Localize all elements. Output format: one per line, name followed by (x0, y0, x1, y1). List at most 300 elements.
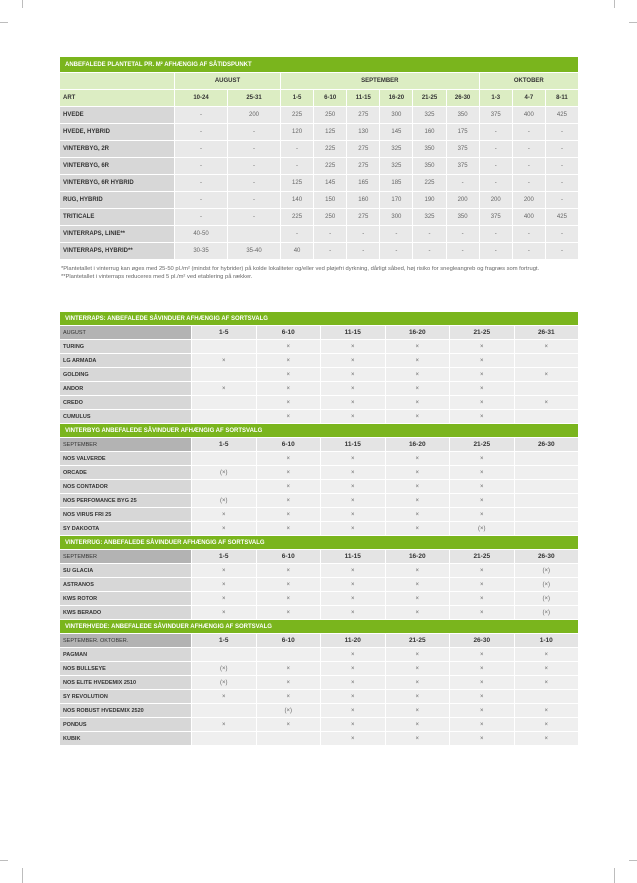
period-header: 25-31 (228, 90, 280, 106)
plant-count-cell: - (228, 192, 280, 208)
period-header: 21-25 (450, 326, 514, 339)
plant-count-cell: - (480, 158, 512, 174)
plant-count-table (59, 56, 579, 260)
sowing-mark: × (192, 564, 256, 577)
crop-name: VINTERBYG, 6R HYBRID (60, 175, 174, 191)
period-header: 6-10 (257, 326, 321, 339)
sowing-mark (515, 410, 579, 423)
plant-count-cell: - (228, 124, 280, 140)
sowing-mark: × (386, 732, 450, 745)
sowing-mark: × (450, 592, 514, 605)
plant-count-cell: 275 (347, 141, 379, 157)
plant-count-cell: - (480, 226, 512, 242)
plant-count-cell: - (546, 158, 578, 174)
sowing-mark: × (321, 662, 385, 675)
plant-count-cell: 200 (480, 192, 512, 208)
variety-row (60, 690, 578, 703)
plant-count-cell: 165 (347, 175, 379, 191)
sowing-mark: × (321, 382, 385, 395)
month-header: SEPTEMBER (281, 73, 479, 89)
plant-count-cell: 375 (447, 158, 479, 174)
period-header: 16-20 (386, 438, 450, 451)
plant-count-cell: - (228, 209, 280, 225)
plant-count-cell: - (314, 226, 346, 242)
sowing-mark: × (515, 676, 579, 689)
sowing-mark: × (321, 592, 385, 605)
plant-count-cell: - (413, 226, 445, 242)
period-header: 11-20 (321, 634, 385, 647)
plant-count-cell: - (480, 141, 512, 157)
table-row (60, 226, 578, 242)
plant-count-cell: - (513, 226, 545, 242)
sowing-mark: × (321, 340, 385, 353)
plant-count-cell: - (175, 192, 227, 208)
sowing-mark: × (257, 410, 321, 423)
plant-count-cell: 185 (380, 175, 412, 191)
plant-count-cell: 225 (281, 209, 313, 225)
sowing-mark: × (450, 690, 514, 703)
crop-name: HVEDE, HYBRID (60, 124, 174, 140)
sowing-mark: × (386, 466, 450, 479)
variety-row (60, 480, 578, 493)
sowing-mark: × (257, 718, 321, 731)
plant-count-cell: - (380, 226, 412, 242)
plant-count-cell: 350 (413, 141, 445, 157)
plant-count-cell: 400 (513, 107, 545, 123)
variety-row (60, 522, 578, 535)
sowing-mark (515, 522, 579, 535)
plant-count-cell: 425 (546, 209, 578, 225)
sowing-mark: × (321, 452, 385, 465)
sowing-mark (192, 368, 256, 381)
plant-count-cell: - (314, 243, 346, 259)
sowing-mark: × (257, 340, 321, 353)
sowing-mark: × (450, 676, 514, 689)
variety-row (60, 704, 578, 717)
sowing-mark: × (450, 494, 514, 507)
variety-name: LG ARMADA (60, 354, 191, 367)
sowing-mark: × (386, 718, 450, 731)
sowing-mark: × (515, 648, 579, 661)
variety-row (60, 508, 578, 521)
variety-name: NOS ELITE HVEDEMIX 2510 (60, 676, 191, 689)
period-header: 11-15 (321, 326, 385, 339)
sowing-mark: × (192, 606, 256, 619)
plant-count-cell: 40 (281, 243, 313, 259)
variety-row (60, 452, 578, 465)
month-label: SEPTEMBER (60, 438, 191, 451)
plant-count-cell: - (281, 226, 313, 242)
crop-name: VINTERBYG, 2R (60, 141, 174, 157)
sowing-mark: × (450, 452, 514, 465)
plant-count-cell: - (513, 158, 545, 174)
plant-count-cell: 300 (380, 107, 412, 123)
variety-name: CUMULUS (60, 410, 191, 423)
period-header: 6-10 (314, 90, 346, 106)
sowing-mark: × (515, 662, 579, 675)
sowing-mark: × (321, 704, 385, 717)
sowing-mark: × (321, 522, 385, 535)
plant-count-cell: 175 (447, 124, 479, 140)
plant-count-cell: - (347, 243, 379, 259)
crop-mark (0, 22, 8, 23)
section-header-row (60, 550, 578, 563)
sowing-mark: × (192, 592, 256, 605)
period-header: 21-25 (450, 550, 514, 563)
sowing-mark: (×) (192, 466, 256, 479)
period-header: 16-20 (386, 326, 450, 339)
sowing-mark: × (321, 368, 385, 381)
sowing-mark: × (321, 480, 385, 493)
crop-mark (22, 0, 23, 8)
sowing-mark (515, 480, 579, 493)
period-header: 26-30 (515, 438, 579, 451)
sowing-mark: × (450, 564, 514, 577)
sowing-mark: (×) (515, 606, 579, 619)
sowing-mark: × (386, 564, 450, 577)
plant-count-cell: 300 (380, 209, 412, 225)
variety-name: TURING (60, 340, 191, 353)
variety-row (60, 676, 578, 689)
period-header: 1-10 (515, 634, 579, 647)
sowing-mark: × (192, 690, 256, 703)
sowing-mark (192, 480, 256, 493)
variety-name: NOS BULLSEYE (60, 662, 191, 675)
plant-count-cell: 400 (513, 209, 545, 225)
sowing-mark (515, 508, 579, 521)
sowing-mark: × (450, 732, 514, 745)
sowing-mark: × (257, 368, 321, 381)
plant-count-cell: 225 (314, 158, 346, 174)
variety-row (60, 368, 578, 381)
period-header: 6-10 (257, 438, 321, 451)
variety-name: SY REVOLUTION (60, 690, 191, 703)
plant-count-cell: 125 (281, 175, 313, 191)
plant-count-cell: 200 (228, 107, 280, 123)
variety-row (60, 354, 578, 367)
plant-count-cell: 30-35 (175, 243, 227, 259)
plant-count-cell: 225 (413, 175, 445, 191)
plant-count-cell: 170 (380, 192, 412, 208)
variety-row (60, 732, 578, 745)
sowing-mark (192, 704, 256, 717)
variety-name: KWS ROTOR (60, 592, 191, 605)
variety-name: GOLDING (60, 368, 191, 381)
plant-count-cell: - (546, 243, 578, 259)
plant-count-cell: - (513, 141, 545, 157)
table-row (60, 124, 578, 140)
variety-name: ASTRANOS (60, 578, 191, 591)
period-header: 26-30 (450, 634, 514, 647)
sowing-mark: × (386, 452, 450, 465)
plant-count-cell: 325 (380, 141, 412, 157)
plant-count-cell: 200 (513, 192, 545, 208)
period-header: 4-7 (513, 90, 545, 106)
note: **Plantetallet i vinterraps reduceres med 5 pl./m² ved etablering på rækker. (61, 273, 253, 280)
period-header: 26-30 (447, 90, 479, 106)
section-title: VINTERBYG ANBEFALEDE SÅVINDUER AFHÆNGIG AF SORTSVALG (60, 424, 578, 437)
variety-name: CREDO (60, 396, 191, 409)
plant-count-cell: - (380, 243, 412, 259)
plant-count-cell: - (175, 141, 227, 157)
plant-count-cell: 425 (546, 107, 578, 123)
sowing-mark (515, 382, 579, 395)
sowing-window-table (59, 311, 579, 746)
plant-count-cell: - (228, 158, 280, 174)
period-header: 21-25 (386, 634, 450, 647)
sowing-mark: × (515, 718, 579, 731)
variety-row (60, 648, 578, 661)
sowing-mark: × (386, 606, 450, 619)
sowing-mark: × (257, 354, 321, 367)
sowing-mark: × (386, 340, 450, 353)
plant-count-cell: - (347, 226, 379, 242)
period-header: 8-11 (546, 90, 578, 106)
sowing-mark: × (257, 382, 321, 395)
variety-name: SU GLACIA (60, 564, 191, 577)
plant-count-cell: 275 (347, 107, 379, 123)
plant-count-cell (228, 226, 280, 242)
sowing-mark: × (386, 396, 450, 409)
plant-count-cell: - (175, 124, 227, 140)
variety-name: NOS CONTADOR (60, 480, 191, 493)
sowing-mark: × (386, 690, 450, 703)
plant-count-cell: 190 (413, 192, 445, 208)
sowing-mark: × (450, 396, 514, 409)
sowing-mark: × (386, 480, 450, 493)
period-header: 1-5 (192, 438, 256, 451)
period-header: 6-10 (257, 550, 321, 563)
plant-count-cell: 225 (314, 141, 346, 157)
plant-count-cell: 250 (314, 107, 346, 123)
period-header: 11-15 (347, 90, 379, 106)
variety-name: NOS VALVERDE (60, 452, 191, 465)
header-cell (60, 73, 174, 89)
plant-count-cell: 120 (281, 124, 313, 140)
variety-name: NOS VIRUS FRI 25 (60, 508, 191, 521)
crop-mark (629, 22, 637, 23)
sowing-mark: (×) (450, 522, 514, 535)
period-header: 1-5 (192, 550, 256, 563)
sowing-mark (257, 732, 321, 745)
sowing-mark: × (192, 508, 256, 521)
table-notes (61, 266, 576, 281)
sowing-mark (515, 452, 579, 465)
plant-count-cell: - (175, 107, 227, 123)
plant-count-cell: - (480, 243, 512, 259)
plant-count-cell: 350 (447, 107, 479, 123)
sowing-mark: × (450, 606, 514, 619)
plant-count-cell: - (513, 243, 545, 259)
crop-mark (22, 868, 23, 883)
plant-count-cell: 350 (413, 158, 445, 174)
crop-mark (614, 868, 615, 883)
plant-count-cell: - (281, 141, 313, 157)
sowing-mark: × (386, 676, 450, 689)
sowing-mark: × (192, 578, 256, 591)
plant-count-cell: 275 (347, 158, 379, 174)
sowing-mark: × (257, 508, 321, 521)
sowing-mark: (×) (192, 662, 256, 675)
sowing-mark: (×) (192, 494, 256, 507)
plant-count-cell: 275 (347, 209, 379, 225)
sowing-mark: × (386, 592, 450, 605)
sowing-mark: × (450, 648, 514, 661)
variety-row (60, 494, 578, 507)
period-header: 6-10 (257, 634, 321, 647)
plant-count-cell: - (513, 124, 545, 140)
sowing-mark: × (321, 718, 385, 731)
plant-count-cell: 325 (413, 209, 445, 225)
table-row (60, 243, 578, 259)
table-row (60, 141, 578, 157)
sowing-mark: (×) (192, 676, 256, 689)
sowing-mark: × (450, 662, 514, 675)
sowing-mark: × (450, 340, 514, 353)
table-row (60, 209, 578, 225)
crop-name: HVEDE (60, 107, 174, 123)
table-row (60, 158, 578, 174)
sowing-mark: × (321, 354, 385, 367)
sowing-mark: × (192, 718, 256, 731)
sowing-mark: × (515, 396, 579, 409)
sowing-mark: × (257, 466, 321, 479)
period-header: 10-24 (175, 90, 227, 106)
section-header-row (60, 326, 578, 339)
plant-count-cell: 325 (413, 107, 445, 123)
period-header: 1-5 (281, 90, 313, 106)
sowing-mark: × (321, 676, 385, 689)
sowing-mark: × (192, 382, 256, 395)
sowing-mark: × (450, 354, 514, 367)
sowing-mark: × (321, 396, 385, 409)
sowing-mark (192, 410, 256, 423)
plant-count-cell: 225 (281, 107, 313, 123)
variety-name: ANDOR (60, 382, 191, 395)
sowing-mark: × (450, 466, 514, 479)
sowing-mark: × (257, 452, 321, 465)
plant-count-cell: 125 (314, 124, 346, 140)
plant-count-cell: 375 (480, 107, 512, 123)
sowing-mark: × (257, 690, 321, 703)
month-label: AUGUST (60, 326, 191, 339)
sowing-mark: × (321, 466, 385, 479)
sowing-mark: × (321, 508, 385, 521)
crop-name: TRITICALE (60, 209, 174, 225)
sowing-mark: × (321, 648, 385, 661)
period-header: 16-20 (380, 90, 412, 106)
sowing-mark: × (386, 368, 450, 381)
sowing-mark (515, 354, 579, 367)
sowing-mark: × (450, 508, 514, 521)
section-title: VINTERRAPS: ANBEFALEDE SÅVINDUER AFHÆNGIG AF SORTSVALG (60, 312, 578, 325)
crop-name: VINTERBYG, 6R (60, 158, 174, 174)
table-row (60, 192, 578, 208)
variety-name: NOS PERFOMANCE BYG 25 (60, 494, 191, 507)
sowing-mark (192, 648, 256, 661)
plant-count-cell: 250 (314, 209, 346, 225)
sowing-mark: × (257, 606, 321, 619)
sowing-mark: × (257, 396, 321, 409)
sowing-mark: × (257, 522, 321, 535)
sowing-mark (192, 452, 256, 465)
sowing-mark: × (515, 732, 579, 745)
plant-count-cell: - (546, 124, 578, 140)
month-label: SEPTEMBER. OKTOBER. (60, 634, 191, 647)
section-title-row (60, 620, 578, 633)
plant-count-cell: 160 (347, 192, 379, 208)
sowing-mark: × (257, 592, 321, 605)
plant-count-cell: - (546, 175, 578, 191)
sowing-mark: × (515, 704, 579, 717)
period-header: 26-31 (515, 326, 579, 339)
sowing-mark: × (450, 704, 514, 717)
plant-count-cell: - (447, 243, 479, 259)
variety-row (60, 340, 578, 353)
variety-row (60, 396, 578, 409)
plant-count-cell: - (413, 243, 445, 259)
sowing-mark: (×) (515, 592, 579, 605)
sowing-mark: × (386, 354, 450, 367)
sowing-mark: × (386, 578, 450, 591)
section-title: VINTERRUG: ANBEFALEDE SÅVINDUER AFHÆNGIG AF SORTSVALG (60, 536, 578, 549)
table-row (60, 175, 578, 191)
sowing-mark: × (386, 494, 450, 507)
plant-count-cell: - (546, 226, 578, 242)
sowing-mark: × (257, 494, 321, 507)
month-label: SEPTEMBER (60, 550, 191, 563)
sowing-mark: (×) (257, 704, 321, 717)
sowing-mark: (×) (515, 578, 579, 591)
sowing-mark (192, 732, 256, 745)
period-header: 26-30 (515, 550, 579, 563)
period-header: 16-20 (386, 550, 450, 563)
sowing-mark: × (386, 704, 450, 717)
sowing-mark (192, 340, 256, 353)
variety-row (60, 718, 578, 731)
sowing-mark: × (515, 340, 579, 353)
sowing-mark: × (450, 368, 514, 381)
sowing-mark (515, 494, 579, 507)
month-header: OKTOBER (480, 73, 578, 89)
plant-count-cell: 40-50 (175, 226, 227, 242)
plant-count-cell: 145 (380, 124, 412, 140)
period-header: 21-25 (450, 438, 514, 451)
plant-count-cell: 35-40 (228, 243, 280, 259)
month-header: AUGUST (175, 73, 280, 89)
sowing-mark: × (450, 718, 514, 731)
crop-name: RUG, HYBRID (60, 192, 174, 208)
sowing-mark: × (257, 676, 321, 689)
sowing-mark: × (386, 382, 450, 395)
plant-count-cell: 145 (314, 175, 346, 191)
table-title: ANBEFALEDE PLANTETAL PR. M² AFHÆNGIG AF SÅTIDSPUNKT (60, 57, 578, 72)
section-title-row (60, 312, 578, 325)
plant-count-cell: - (513, 175, 545, 191)
plant-count-cell: 325 (380, 158, 412, 174)
sowing-mark: × (321, 494, 385, 507)
sowing-mark (257, 648, 321, 661)
variety-row (60, 662, 578, 675)
plant-count-cell: - (480, 124, 512, 140)
variety-name: PONDUS (60, 718, 191, 731)
sowing-mark: × (192, 522, 256, 535)
section-header-row (60, 438, 578, 451)
plant-count-cell: - (175, 175, 227, 191)
plant-count-cell: - (546, 192, 578, 208)
art-header: ART (60, 90, 174, 106)
section-title: VINTERHVEDE: ANBEFALEDE SÅVINDUER AFHÆNGIG AF SORTSVALG (60, 620, 578, 633)
